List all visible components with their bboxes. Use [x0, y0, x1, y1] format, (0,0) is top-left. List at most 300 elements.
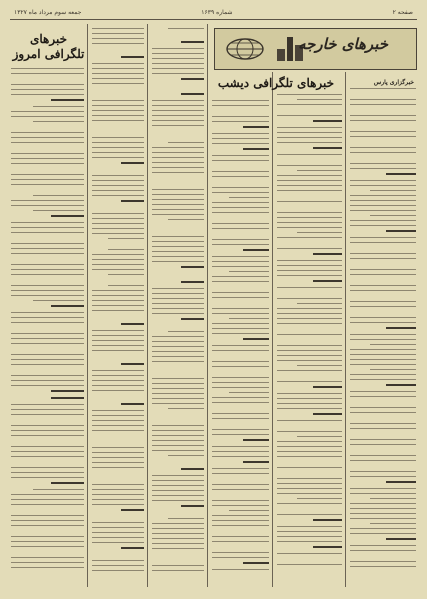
text-line — [212, 345, 269, 346]
text-line — [277, 127, 342, 128]
text-line — [212, 138, 269, 139]
text-line — [152, 543, 204, 544]
text-line — [350, 566, 416, 567]
text-line — [11, 227, 84, 228]
text-line — [350, 455, 416, 456]
text-line — [277, 275, 342, 276]
text-line — [277, 408, 342, 409]
text-line — [92, 457, 144, 458]
text-line — [212, 155, 269, 156]
text-line — [51, 482, 84, 484]
text-line — [277, 132, 342, 133]
text-line — [313, 546, 342, 548]
text-line — [313, 519, 342, 521]
column-rule — [272, 72, 273, 587]
text-line — [350, 131, 416, 132]
text-line — [277, 350, 342, 351]
text-line — [152, 351, 204, 352]
text-line — [33, 300, 84, 301]
text-line — [212, 451, 269, 452]
text-line — [152, 53, 204, 54]
text-line — [181, 93, 204, 95]
text-line — [277, 154, 342, 155]
text-line — [212, 207, 269, 208]
page-number: صفحه ۲ — [392, 9, 413, 16]
text-line — [350, 428, 416, 429]
column-text-3 — [149, 24, 207, 589]
text-line — [11, 153, 84, 154]
text-line — [212, 323, 269, 324]
text-line — [212, 228, 269, 229]
text-line — [11, 536, 84, 537]
text-line — [92, 259, 144, 260]
text-line — [212, 281, 269, 282]
text-line — [370, 344, 416, 345]
text-line — [313, 147, 342, 149]
text-line — [11, 322, 84, 323]
text-line — [152, 147, 204, 148]
text-line — [92, 73, 144, 74]
text-line — [212, 484, 269, 485]
text-line — [277, 248, 342, 249]
text-line — [11, 137, 84, 138]
text-line — [243, 439, 269, 441]
text-line — [277, 360, 342, 361]
text-line — [92, 447, 144, 448]
text-line — [11, 84, 84, 85]
text-line — [277, 431, 342, 432]
text-line — [33, 195, 84, 196]
text-line — [92, 315, 144, 321]
text-line — [11, 430, 84, 431]
text-line — [152, 246, 204, 247]
text-line — [212, 446, 269, 447]
text-line — [277, 265, 342, 266]
text-line — [152, 68, 204, 69]
text-line — [277, 564, 342, 565]
text-line — [168, 142, 204, 143]
text-line — [212, 350, 269, 351]
text-line — [92, 542, 144, 543]
text-line — [212, 557, 269, 558]
text-line — [168, 28, 204, 29]
text-line — [277, 536, 342, 537]
text-line — [152, 346, 204, 347]
text-line — [277, 398, 342, 399]
text-line — [11, 111, 84, 112]
text-line — [152, 199, 204, 200]
text-line — [33, 489, 84, 490]
text-line — [350, 220, 416, 221]
text-line — [229, 271, 269, 272]
text-line — [152, 495, 204, 496]
text-line — [212, 541, 269, 542]
text-line — [212, 223, 269, 224]
text-lines — [277, 94, 342, 569]
text-line — [350, 503, 416, 504]
text-line — [277, 526, 342, 527]
text-line — [152, 214, 204, 215]
sub-heading-text: خبرگزاری پارس — [373, 79, 414, 86]
text-line — [350, 317, 416, 318]
text-line — [92, 68, 144, 69]
text-line — [350, 439, 416, 440]
text-line — [121, 162, 144, 164]
text-line — [11, 343, 84, 344]
text-line — [152, 256, 204, 257]
text-line — [11, 409, 84, 410]
text-line — [92, 223, 144, 224]
text-line — [277, 185, 342, 186]
text-line — [350, 533, 416, 534]
text-line — [277, 237, 342, 238]
text-line — [33, 121, 84, 122]
column-rule — [345, 72, 346, 587]
text-line — [152, 120, 204, 121]
text-line — [350, 444, 416, 445]
text-line — [152, 204, 204, 205]
text-line — [92, 499, 144, 500]
text-line — [212, 100, 269, 101]
text-line — [370, 215, 416, 216]
text-line — [297, 303, 343, 304]
text-line — [92, 494, 144, 495]
text-line — [152, 440, 204, 441]
text-line — [350, 152, 416, 153]
text-line — [152, 115, 204, 116]
text-line — [92, 175, 144, 176]
text-line — [212, 105, 269, 106]
text-line — [92, 63, 144, 64]
text-line — [11, 499, 84, 500]
text-line — [152, 393, 204, 394]
text-line — [350, 561, 416, 562]
text-line — [350, 200, 416, 201]
text-line — [92, 522, 144, 523]
text-line — [11, 274, 84, 275]
text-line — [212, 276, 269, 277]
text-line — [181, 505, 204, 507]
text-line — [92, 430, 144, 431]
text-line — [92, 38, 144, 39]
text-line — [92, 233, 144, 234]
text-line — [121, 200, 144, 202]
text-line — [152, 167, 204, 168]
text-line — [350, 210, 416, 211]
text-line — [297, 232, 343, 233]
text-line — [277, 298, 342, 299]
text-line — [350, 412, 416, 413]
text-line — [152, 445, 204, 446]
page-header — [10, 7, 417, 20]
text-line — [277, 137, 342, 138]
text-line — [212, 418, 269, 419]
text-line — [92, 350, 144, 351]
text-line — [152, 58, 204, 59]
text-line — [152, 209, 204, 210]
text-line — [92, 137, 144, 138]
text-line — [92, 290, 144, 291]
text-line — [277, 323, 342, 324]
text-line — [350, 379, 416, 380]
issue-number: ۱۶۳۹ شماره — [201, 9, 233, 16]
text-line — [350, 550, 416, 551]
text-line — [229, 392, 269, 393]
text-line — [350, 301, 416, 302]
text-line — [277, 104, 342, 105]
text-line — [11, 567, 84, 568]
text-line — [277, 541, 342, 542]
text-line — [277, 488, 342, 489]
text-line — [121, 403, 144, 405]
text-line — [212, 434, 269, 435]
text-line — [152, 480, 204, 481]
text-line — [277, 313, 342, 314]
text-line — [152, 528, 204, 529]
text-line — [92, 425, 144, 426]
text-line — [181, 41, 204, 43]
text-line — [212, 515, 269, 516]
text-line — [152, 172, 204, 173]
text-line — [92, 415, 144, 416]
text-line — [152, 236, 204, 237]
column-text-4 — [209, 24, 272, 589]
text-line — [11, 515, 84, 516]
text-line — [152, 548, 204, 549]
text-line — [11, 68, 84, 69]
text-line — [350, 508, 416, 509]
text-line — [51, 215, 84, 217]
text-line — [212, 456, 269, 457]
text-line — [92, 83, 144, 84]
text-line — [152, 378, 204, 379]
text-line — [152, 570, 204, 571]
text-line — [277, 287, 342, 288]
text-line — [243, 126, 269, 128]
text-line — [229, 318, 269, 319]
text-line — [11, 200, 84, 201]
text-line — [11, 158, 84, 159]
text-line — [212, 520, 269, 521]
text-line — [277, 142, 342, 143]
text-line — [11, 243, 84, 244]
text-line — [212, 402, 269, 403]
text-line — [277, 403, 342, 404]
text-line — [92, 340, 144, 341]
text-line — [277, 531, 342, 532]
text-line — [152, 73, 204, 74]
text-line — [11, 248, 84, 249]
text-line — [277, 165, 342, 166]
text-line — [152, 538, 204, 539]
text-line — [51, 99, 84, 101]
text-line — [277, 201, 342, 202]
text-line — [11, 425, 84, 426]
text-line — [181, 281, 204, 283]
text-line — [212, 212, 269, 213]
column-rule — [87, 24, 88, 587]
text-line — [212, 397, 269, 398]
text-line — [350, 237, 416, 238]
text-line — [121, 323, 144, 325]
text-line — [277, 345, 342, 346]
text-line — [92, 395, 144, 401]
text-line — [277, 420, 342, 421]
text-line — [11, 222, 84, 223]
text-line — [212, 133, 269, 134]
text-line — [92, 532, 144, 533]
text-line — [212, 239, 269, 240]
text-line — [152, 435, 204, 436]
text-line — [350, 195, 416, 196]
text-line — [92, 335, 144, 336]
text-line — [11, 264, 84, 265]
text-line — [277, 467, 342, 468]
text-line — [92, 105, 144, 106]
text-line — [92, 385, 144, 386]
text-line — [121, 509, 144, 511]
text-line — [277, 355, 342, 356]
text-line — [168, 408, 204, 409]
text-lines — [11, 68, 84, 572]
text-line — [152, 33, 204, 39]
text-line — [350, 513, 416, 514]
text-line — [92, 537, 144, 538]
text-line — [386, 538, 416, 540]
text-line — [212, 116, 269, 117]
text-line — [313, 386, 342, 388]
text-line — [386, 173, 416, 175]
text-line — [277, 175, 342, 176]
text-line — [181, 78, 204, 80]
text-line — [277, 190, 342, 191]
text-line — [350, 115, 416, 116]
text-line — [212, 308, 269, 309]
text-line — [11, 472, 84, 473]
text-line — [212, 297, 269, 298]
text-line — [152, 450, 204, 451]
text-line — [350, 180, 416, 181]
text-line — [152, 475, 204, 476]
text-line — [152, 313, 204, 314]
text-line — [212, 176, 269, 177]
text-line — [152, 565, 204, 566]
text-line — [350, 306, 416, 307]
text-line — [350, 205, 416, 206]
text-line — [297, 436, 343, 437]
text-line — [277, 94, 342, 95]
text-line — [370, 523, 416, 524]
text-line — [386, 384, 416, 386]
text-line — [212, 413, 269, 414]
text-line — [277, 441, 342, 442]
text-line — [212, 361, 269, 362]
text-line — [313, 253, 342, 255]
text-line — [152, 48, 204, 49]
text-line — [350, 147, 416, 148]
text-line — [350, 423, 416, 424]
text-line — [92, 370, 144, 371]
text-line — [350, 493, 416, 494]
text-line — [212, 505, 269, 506]
text-line — [11, 525, 84, 526]
text-line — [11, 477, 84, 478]
text-line — [212, 328, 269, 329]
text-line — [11, 385, 84, 386]
text-line — [350, 168, 416, 169]
text-line — [350, 104, 416, 105]
text-line — [212, 202, 269, 203]
text-line — [350, 258, 416, 259]
text-line — [350, 359, 416, 360]
text-line — [92, 115, 144, 116]
text-line — [92, 527, 144, 528]
column-text-2 — [89, 24, 147, 589]
text-line — [350, 290, 416, 291]
text-line — [297, 99, 343, 100]
text-line — [51, 390, 84, 392]
text-line — [92, 100, 144, 101]
text-line — [152, 490, 204, 491]
text-line — [11, 132, 84, 133]
text-line — [92, 28, 144, 29]
text-line — [212, 525, 269, 526]
headline-text: خبرهای تلگرافی دیشب — [217, 76, 335, 90]
text-line — [11, 205, 84, 206]
text-line — [11, 89, 84, 90]
text-line — [152, 105, 204, 106]
text-line — [152, 251, 204, 252]
text-line — [212, 429, 269, 430]
text-line — [229, 197, 269, 198]
text-line — [277, 115, 342, 116]
text-line — [152, 303, 204, 304]
text-line — [11, 562, 84, 563]
text-line — [277, 370, 342, 371]
text-line — [152, 63, 204, 64]
text-line — [350, 460, 416, 461]
text-line — [350, 253, 416, 254]
text-line — [152, 425, 204, 426]
text-line — [277, 553, 342, 554]
text-line — [11, 435, 84, 436]
text-line — [92, 489, 144, 490]
text-line — [350, 163, 416, 164]
text-line — [386, 327, 416, 329]
text-line — [181, 468, 204, 470]
text-line — [92, 269, 144, 270]
text-line — [11, 359, 84, 360]
text-line — [152, 241, 204, 242]
text-line — [212, 187, 269, 188]
text-line — [92, 110, 144, 111]
text-line — [152, 398, 204, 399]
text-lines — [350, 88, 416, 577]
text-line — [11, 312, 84, 313]
text-line — [11, 380, 84, 381]
text-line — [11, 504, 84, 505]
text-line — [92, 295, 144, 296]
text-line — [350, 571, 416, 577]
text-line — [212, 171, 269, 172]
text-line — [121, 363, 144, 365]
text-line — [277, 483, 342, 484]
text-line — [11, 404, 84, 405]
text-lines — [212, 94, 269, 574]
text-line — [277, 393, 342, 394]
text-line — [11, 467, 84, 468]
text-line — [350, 322, 416, 323]
